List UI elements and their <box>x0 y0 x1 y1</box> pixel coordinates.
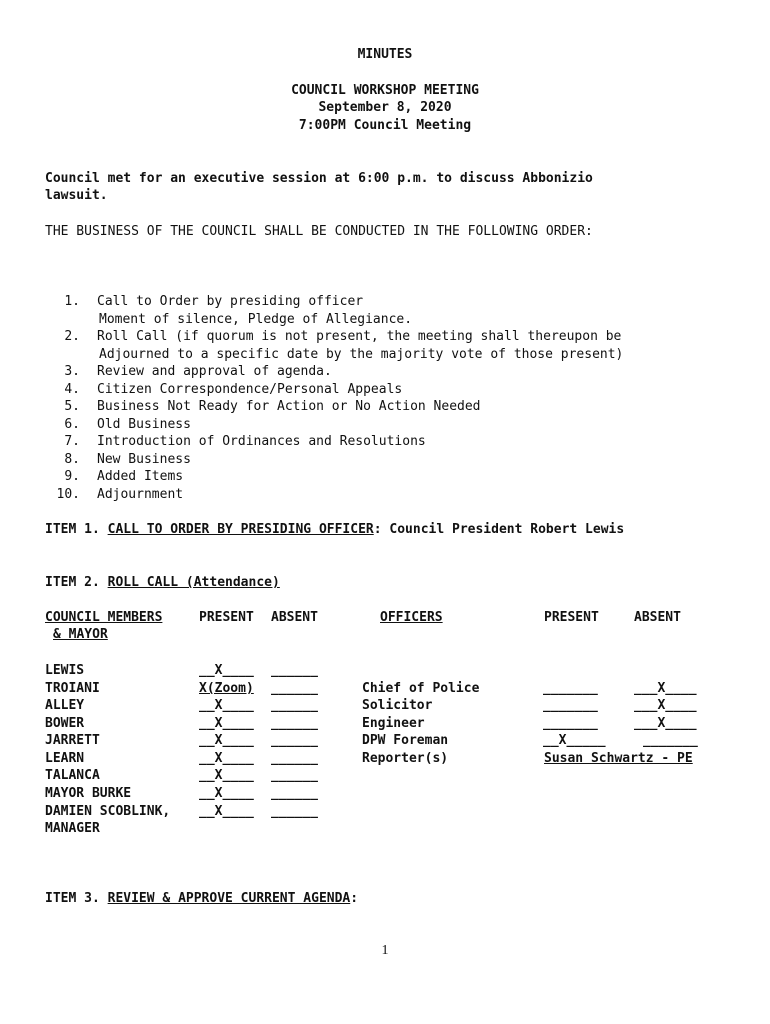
member-absent: ______ <box>271 751 318 766</box>
agenda-number: 10. <box>56 487 80 502</box>
item-3-prefix: ITEM 3. <box>45 891 108 906</box>
executive-session-line-2: lawsuit. <box>45 188 108 203</box>
present-header: PRESENT <box>199 610 254 625</box>
executive-session-line-1: Council met for an executive session at 6:00 p.m. to discuss Abbonizio <box>45 171 593 186</box>
officer-present: _______ <box>543 716 598 731</box>
item-3-suffix: : <box>350 891 359 906</box>
agenda-number: 1. <box>64 294 80 309</box>
agenda-number: 6. <box>64 417 80 432</box>
member-absent: ______ <box>271 716 318 731</box>
agenda-item: New Business <box>97 452 191 467</box>
agenda-item: Roll Call (if quorum is not present, the meeting shall thereupon be <box>97 329 622 344</box>
officer-absent: ___X____ <box>634 716 697 731</box>
member-present: __X____ <box>199 733 254 748</box>
business-order-heading: THE BUSINESS OF THE COUNCIL SHALL BE CONDUCTED IN THE FOLLOWING ORDER: <box>45 224 593 239</box>
item-2-prefix: ITEM 2. <box>45 575 108 590</box>
members-header-2: & MAYOR <box>53 627 108 642</box>
member-name: MAYOR BURKE <box>45 786 132 801</box>
officer-present-header: PRESENT <box>544 610 599 625</box>
member-name: LEWIS <box>45 663 85 678</box>
agenda-item: Introduction of Ordinances and Resolutions <box>97 434 426 449</box>
agenda-number: 7. <box>64 434 80 449</box>
agenda-item: Citizen Correspondence/Personal Appeals <box>97 382 403 397</box>
member-absent: ______ <box>271 804 318 819</box>
item-2-title: ROLL CALL (Attendance) <box>107 575 280 590</box>
officer-absent: _______ <box>643 733 698 748</box>
agenda-number: 5. <box>64 399 80 414</box>
item-1-heading <box>45 521 624 538</box>
minutes-title: MINUTES <box>357 47 413 62</box>
member-name: LEARN <box>45 751 85 766</box>
meeting-time: 7:00PM Council Meeting <box>298 118 472 133</box>
agenda-number: 3. <box>64 364 80 379</box>
member-present: __X____ <box>199 786 254 801</box>
agenda-number: 8. <box>64 452 80 467</box>
agenda-number: 4. <box>64 382 80 397</box>
officer-name: Engineer <box>362 716 425 731</box>
member-name: DAMIEN SCOBLINK, <box>45 804 171 819</box>
officer-name: Reporter(s) <box>362 751 449 766</box>
officer-present: _______ <box>543 681 598 696</box>
item-1-title: CALL TO ORDER BY PRESIDING OFFICER <box>107 522 374 537</box>
member-name: JARRETT <box>45 733 100 748</box>
member-present: __X____ <box>199 663 254 678</box>
item-3-title: REVIEW & APPROVE CURRENT AGENDA <box>107 891 351 906</box>
member-present: __X____ <box>199 751 254 766</box>
member-absent: ______ <box>271 733 318 748</box>
member-absent: ______ <box>271 768 318 783</box>
page-number: 1 <box>381 943 389 958</box>
item-1-prefix: ITEM 1. <box>45 522 108 537</box>
agenda-item: Adjournment <box>97 487 184 502</box>
officer-name: DPW Foreman <box>362 733 449 748</box>
member-present: __X____ <box>199 698 254 713</box>
officer-present: __X_____ <box>543 733 606 748</box>
agenda-item-continuation: Moment of silence, Pledge of Allegiance. <box>99 312 413 327</box>
agenda-item: Added Items <box>97 469 184 484</box>
item-1-suffix: : Council President Robert Lewis <box>373 522 625 537</box>
member-absent: ______ <box>271 663 318 678</box>
member-absent: ______ <box>271 698 318 713</box>
agenda-item: Old Business <box>97 417 191 432</box>
officers-header: OFFICERS <box>380 610 443 625</box>
item-3-heading <box>45 890 358 907</box>
item-2-heading <box>45 574 280 591</box>
agenda-item-continuation: Adjourned to a specific date by the majority vote of those present) <box>99 347 624 362</box>
officer-present: Susan Schwartz - PE <box>544 751 693 766</box>
member-name: TROIANI <box>45 681 100 696</box>
member-name: ALLEY <box>45 698 85 713</box>
meeting-date: September 8, 2020 <box>318 100 452 115</box>
member-name: BOWER <box>45 716 85 731</box>
officer-absent: ___X____ <box>634 698 697 713</box>
meeting-type: COUNCIL WORKSHOP MEETING <box>291 83 479 98</box>
agenda-item: Business Not Ready for Action or No Action Needed <box>97 399 481 414</box>
member-absent: ______ <box>271 786 318 801</box>
member-name-continuation: MANAGER <box>45 821 100 836</box>
absent-header: ABSENT <box>271 610 318 625</box>
officer-absent: ___X____ <box>634 681 697 696</box>
member-present: __X____ <box>199 716 254 731</box>
officer-present: _______ <box>543 698 598 713</box>
agenda-number: 9. <box>64 469 80 484</box>
agenda-item: Review and approval of agenda. <box>97 364 332 379</box>
member-present: __X____ <box>199 768 254 783</box>
agenda-item: Call to Order by presiding officer <box>97 294 364 309</box>
member-absent: ______ <box>271 681 318 696</box>
members-header: COUNCIL MEMBERS <box>45 610 163 625</box>
member-present: X(Zoom) <box>199 681 254 696</box>
officer-name: Solicitor <box>362 698 433 713</box>
agenda-number: 2. <box>64 329 80 344</box>
member-present: __X____ <box>199 804 254 819</box>
officer-name: Chief of Police <box>362 681 480 696</box>
officer-absent-header: ABSENT <box>634 610 681 625</box>
member-name: TALANCA <box>45 768 100 783</box>
